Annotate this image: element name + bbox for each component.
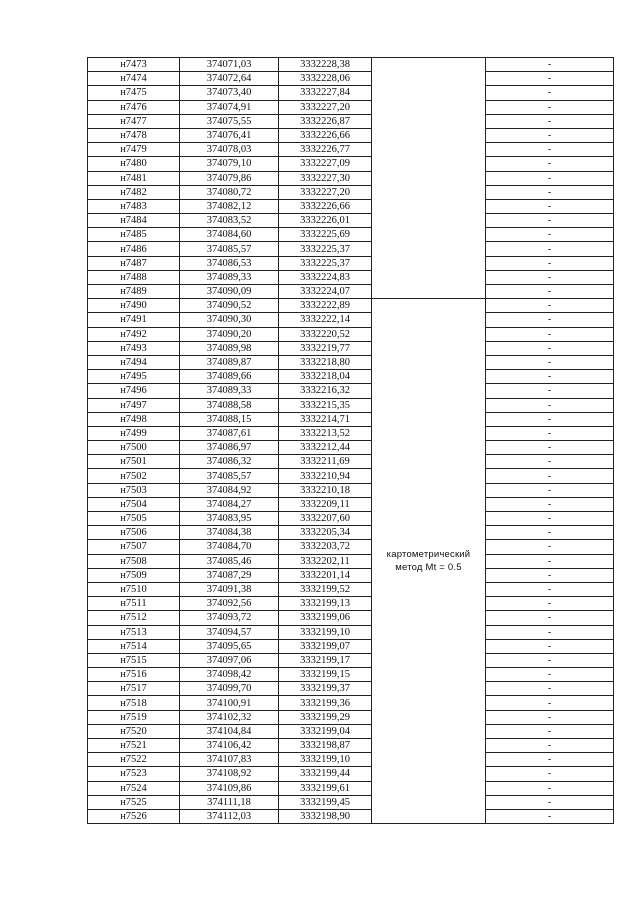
table-row bbox=[88, 441, 614, 455]
method-cell-empty bbox=[372, 58, 486, 299]
x-coordinate-cell: 374088,58 bbox=[180, 398, 279, 412]
point-id-cell: н7475 bbox=[88, 86, 180, 100]
table-row bbox=[88, 185, 614, 199]
x-coordinate-cell: 374090,52 bbox=[180, 299, 279, 313]
point-id-cell: н7511 bbox=[88, 597, 180, 611]
table-row bbox=[88, 143, 614, 157]
point-id-cell: н7506 bbox=[88, 526, 180, 540]
table-row bbox=[88, 114, 614, 128]
point-id-cell: н7477 bbox=[88, 114, 180, 128]
x-coordinate-cell: 374084,27 bbox=[180, 497, 279, 511]
accuracy-cell: - bbox=[486, 426, 614, 440]
accuracy-cell: - bbox=[486, 157, 614, 171]
point-id-cell: н7501 bbox=[88, 455, 180, 469]
x-coordinate-cell: 374083,95 bbox=[180, 512, 279, 526]
y-coordinate-cell: 3332228,06 bbox=[279, 72, 372, 86]
table-row bbox=[88, 625, 614, 639]
y-coordinate-cell: 3332199,13 bbox=[279, 597, 372, 611]
table-row bbox=[88, 299, 614, 313]
y-coordinate-cell: 3332199,15 bbox=[279, 668, 372, 682]
accuracy-cell: - bbox=[486, 270, 614, 284]
y-coordinate-cell: 3332226,87 bbox=[279, 114, 372, 128]
accuracy-cell: - bbox=[486, 710, 614, 724]
x-coordinate-cell: 374085,57 bbox=[180, 469, 279, 483]
accuracy-cell: - bbox=[486, 214, 614, 228]
accuracy-cell: - bbox=[486, 809, 614, 823]
y-coordinate-cell: 3332218,04 bbox=[279, 370, 372, 384]
point-id-cell: н7493 bbox=[88, 341, 180, 355]
accuracy-cell: - bbox=[486, 58, 614, 72]
x-coordinate-cell: 374089,87 bbox=[180, 355, 279, 369]
table-row bbox=[88, 242, 614, 256]
y-coordinate-cell: 3332225,69 bbox=[279, 228, 372, 242]
table-row bbox=[88, 582, 614, 596]
point-id-cell: н7513 bbox=[88, 625, 180, 639]
x-coordinate-cell: 374086,32 bbox=[180, 455, 279, 469]
accuracy-cell: - bbox=[486, 228, 614, 242]
accuracy-cell: - bbox=[486, 398, 614, 412]
y-coordinate-cell: 3332199,04 bbox=[279, 724, 372, 738]
table-row bbox=[88, 753, 614, 767]
coordinates-table-body bbox=[88, 58, 614, 824]
point-id-cell: н7478 bbox=[88, 128, 180, 142]
point-id-cell: н7498 bbox=[88, 412, 180, 426]
point-id-cell: н7507 bbox=[88, 540, 180, 554]
point-id-cell: н7494 bbox=[88, 355, 180, 369]
accuracy-cell: - bbox=[486, 568, 614, 582]
point-id-cell: н7495 bbox=[88, 370, 180, 384]
accuracy-cell: - bbox=[486, 639, 614, 653]
accuracy-cell: - bbox=[486, 753, 614, 767]
y-coordinate-cell: 3332207,60 bbox=[279, 512, 372, 526]
y-coordinate-cell: 3332199,10 bbox=[279, 625, 372, 639]
table-row bbox=[88, 781, 614, 795]
accuracy-cell: - bbox=[486, 114, 614, 128]
accuracy-cell: - bbox=[486, 455, 614, 469]
point-id-cell: н7500 bbox=[88, 441, 180, 455]
accuracy-cell: - bbox=[486, 256, 614, 270]
y-coordinate-cell: 3332227,20 bbox=[279, 185, 372, 199]
y-coordinate-cell: 3332199,29 bbox=[279, 710, 372, 724]
point-id-cell: н7484 bbox=[88, 214, 180, 228]
x-coordinate-cell: 374084,70 bbox=[180, 540, 279, 554]
table-row bbox=[88, 285, 614, 299]
y-coordinate-cell: 3332210,18 bbox=[279, 483, 372, 497]
point-id-cell: н7519 bbox=[88, 710, 180, 724]
point-id-cell: н7505 bbox=[88, 512, 180, 526]
x-coordinate-cell: 374084,38 bbox=[180, 526, 279, 540]
y-coordinate-cell: 3332205,34 bbox=[279, 526, 372, 540]
accuracy-cell: - bbox=[486, 100, 614, 114]
accuracy-cell: - bbox=[486, 341, 614, 355]
accuracy-cell: - bbox=[486, 171, 614, 185]
y-coordinate-cell: 3332227,30 bbox=[279, 171, 372, 185]
x-coordinate-cell: 374082,12 bbox=[180, 199, 279, 213]
point-id-cell: н7473 bbox=[88, 58, 180, 72]
table-row bbox=[88, 696, 614, 710]
accuracy-cell: - bbox=[486, 724, 614, 738]
table-row bbox=[88, 767, 614, 781]
point-id-cell: н7488 bbox=[88, 270, 180, 284]
y-coordinate-cell: 3332199,17 bbox=[279, 653, 372, 667]
point-id-cell: н7499 bbox=[88, 426, 180, 440]
accuracy-cell: - bbox=[486, 86, 614, 100]
table-row bbox=[88, 611, 614, 625]
point-id-cell: н7490 bbox=[88, 299, 180, 313]
accuracy-cell: - bbox=[486, 299, 614, 313]
x-coordinate-cell: 374098,42 bbox=[180, 668, 279, 682]
point-id-cell: н7525 bbox=[88, 795, 180, 809]
y-coordinate-cell: 3332226,66 bbox=[279, 128, 372, 142]
y-coordinate-cell: 3332199,44 bbox=[279, 767, 372, 781]
point-id-cell: н7481 bbox=[88, 171, 180, 185]
point-id-cell: н7485 bbox=[88, 228, 180, 242]
accuracy-cell: - bbox=[486, 313, 614, 327]
point-id-cell: н7497 bbox=[88, 398, 180, 412]
y-coordinate-cell: 3332228,38 bbox=[279, 58, 372, 72]
accuracy-cell: - bbox=[486, 526, 614, 540]
table-row bbox=[88, 455, 614, 469]
point-id-cell: н7487 bbox=[88, 256, 180, 270]
x-coordinate-cell: 374090,09 bbox=[180, 285, 279, 299]
x-coordinate-cell: 374084,92 bbox=[180, 483, 279, 497]
point-id-cell: н7517 bbox=[88, 682, 180, 696]
x-coordinate-cell: 374090,20 bbox=[180, 327, 279, 341]
x-coordinate-cell: 374107,83 bbox=[180, 753, 279, 767]
x-coordinate-cell: 374075,55 bbox=[180, 114, 279, 128]
y-coordinate-cell: 3332225,37 bbox=[279, 242, 372, 256]
accuracy-cell: - bbox=[486, 554, 614, 568]
y-coordinate-cell: 3332211,69 bbox=[279, 455, 372, 469]
accuracy-cell: - bbox=[486, 441, 614, 455]
point-id-cell: н7518 bbox=[88, 696, 180, 710]
y-coordinate-cell: 3332199,07 bbox=[279, 639, 372, 653]
table-row bbox=[88, 668, 614, 682]
accuracy-cell: - bbox=[486, 696, 614, 710]
table-row bbox=[88, 512, 614, 526]
x-coordinate-cell: 374076,41 bbox=[180, 128, 279, 142]
point-id-cell: н7502 bbox=[88, 469, 180, 483]
x-coordinate-cell: 374079,10 bbox=[180, 157, 279, 171]
accuracy-cell: - bbox=[486, 185, 614, 199]
point-id-cell: н7514 bbox=[88, 639, 180, 653]
y-coordinate-cell: 3332199,37 bbox=[279, 682, 372, 696]
x-coordinate-cell: 374090,30 bbox=[180, 313, 279, 327]
y-coordinate-cell: 3332199,06 bbox=[279, 611, 372, 625]
y-coordinate-cell: 3332210,94 bbox=[279, 469, 372, 483]
y-coordinate-cell: 3332226,77 bbox=[279, 143, 372, 157]
table-row bbox=[88, 724, 614, 738]
y-coordinate-cell: 3332199,61 bbox=[279, 781, 372, 795]
y-coordinate-cell: 3332225,37 bbox=[279, 256, 372, 270]
table-row bbox=[88, 341, 614, 355]
x-coordinate-cell: 374092,56 bbox=[180, 597, 279, 611]
point-id-cell: н7476 bbox=[88, 100, 180, 114]
table-row bbox=[88, 682, 614, 696]
point-id-cell: н7496 bbox=[88, 384, 180, 398]
table-row bbox=[88, 469, 614, 483]
y-coordinate-cell: 3332198,87 bbox=[279, 739, 372, 753]
x-coordinate-cell: 374079,86 bbox=[180, 171, 279, 185]
accuracy-cell: - bbox=[486, 625, 614, 639]
accuracy-cell: - bbox=[486, 412, 614, 426]
x-coordinate-cell: 374094,57 bbox=[180, 625, 279, 639]
accuracy-cell: - bbox=[486, 199, 614, 213]
y-coordinate-cell: 3332212,44 bbox=[279, 441, 372, 455]
x-coordinate-cell: 374071,03 bbox=[180, 58, 279, 72]
y-coordinate-cell: 3332218,80 bbox=[279, 355, 372, 369]
x-coordinate-cell: 374080,72 bbox=[180, 185, 279, 199]
y-coordinate-cell: 3332219,77 bbox=[279, 341, 372, 355]
point-id-cell: н7479 bbox=[88, 143, 180, 157]
coordinates-table bbox=[87, 57, 614, 824]
table-row bbox=[88, 86, 614, 100]
table-row bbox=[88, 256, 614, 270]
accuracy-cell: - bbox=[486, 384, 614, 398]
accuracy-cell: - bbox=[486, 682, 614, 696]
point-id-cell: н7491 bbox=[88, 313, 180, 327]
x-coordinate-cell: 374111,18 bbox=[180, 795, 279, 809]
accuracy-cell: - bbox=[486, 540, 614, 554]
y-coordinate-cell: 3332224,83 bbox=[279, 270, 372, 284]
y-coordinate-cell: 3332222,89 bbox=[279, 299, 372, 313]
x-coordinate-cell: 374091,38 bbox=[180, 582, 279, 596]
x-coordinate-cell: 374097,06 bbox=[180, 653, 279, 667]
accuracy-cell: - bbox=[486, 611, 614, 625]
x-coordinate-cell: 374072,64 bbox=[180, 72, 279, 86]
table-row bbox=[88, 199, 614, 213]
x-coordinate-cell: 374093,72 bbox=[180, 611, 279, 625]
point-id-cell: н7523 bbox=[88, 767, 180, 781]
point-id-cell: н7492 bbox=[88, 327, 180, 341]
table-row bbox=[88, 426, 614, 440]
table-row bbox=[88, 100, 614, 114]
x-coordinate-cell: 374100,91 bbox=[180, 696, 279, 710]
accuracy-cell: - bbox=[486, 767, 614, 781]
y-coordinate-cell: 3332199,10 bbox=[279, 753, 372, 767]
point-id-cell: н7503 bbox=[88, 483, 180, 497]
table-row bbox=[88, 597, 614, 611]
x-coordinate-cell: 374089,98 bbox=[180, 341, 279, 355]
y-coordinate-cell: 3332198,90 bbox=[279, 809, 372, 823]
y-coordinate-cell: 3332222,14 bbox=[279, 313, 372, 327]
point-id-cell: н7483 bbox=[88, 199, 180, 213]
x-coordinate-cell: 374088,15 bbox=[180, 412, 279, 426]
point-id-cell: н7520 bbox=[88, 724, 180, 738]
x-coordinate-cell: 374089,33 bbox=[180, 270, 279, 284]
accuracy-cell: - bbox=[486, 285, 614, 299]
table-row bbox=[88, 58, 614, 72]
x-coordinate-cell: 374089,66 bbox=[180, 370, 279, 384]
x-coordinate-cell: 374109,86 bbox=[180, 781, 279, 795]
point-id-cell: н7524 bbox=[88, 781, 180, 795]
y-coordinate-cell: 3332201,14 bbox=[279, 568, 372, 582]
point-id-cell: н7512 bbox=[88, 611, 180, 625]
point-id-cell: н7480 bbox=[88, 157, 180, 171]
y-coordinate-cell: 3332220,52 bbox=[279, 327, 372, 341]
y-coordinate-cell: 3332214,71 bbox=[279, 412, 372, 426]
table-row bbox=[88, 270, 614, 284]
x-coordinate-cell: 374102,32 bbox=[180, 710, 279, 724]
y-coordinate-cell: 3332226,66 bbox=[279, 199, 372, 213]
y-coordinate-cell: 3332227,09 bbox=[279, 157, 372, 171]
table-row bbox=[88, 327, 614, 341]
table-row bbox=[88, 313, 614, 327]
point-id-cell: н7526 bbox=[88, 809, 180, 823]
accuracy-cell: - bbox=[486, 242, 614, 256]
x-coordinate-cell: 374099,70 bbox=[180, 682, 279, 696]
y-coordinate-cell: 3332216,32 bbox=[279, 384, 372, 398]
x-coordinate-cell: 374106,42 bbox=[180, 739, 279, 753]
table-row bbox=[88, 483, 614, 497]
table-row bbox=[88, 739, 614, 753]
x-coordinate-cell: 374095,65 bbox=[180, 639, 279, 653]
table-row bbox=[88, 72, 614, 86]
accuracy-cell: - bbox=[486, 483, 614, 497]
table-row bbox=[88, 228, 614, 242]
point-id-cell: н7486 bbox=[88, 242, 180, 256]
y-coordinate-cell: 3332213,52 bbox=[279, 426, 372, 440]
x-coordinate-cell: 374086,53 bbox=[180, 256, 279, 270]
accuracy-cell: - bbox=[486, 72, 614, 86]
accuracy-cell: - bbox=[486, 469, 614, 483]
accuracy-cell: - bbox=[486, 355, 614, 369]
y-coordinate-cell: 3332227,20 bbox=[279, 100, 372, 114]
point-id-cell: н7489 bbox=[88, 285, 180, 299]
accuracy-cell: - bbox=[486, 795, 614, 809]
table-row bbox=[88, 370, 614, 384]
table-row bbox=[88, 398, 614, 412]
accuracy-cell: - bbox=[486, 143, 614, 157]
point-id-cell: н7516 bbox=[88, 668, 180, 682]
x-coordinate-cell: 374074,91 bbox=[180, 100, 279, 114]
accuracy-cell: - bbox=[486, 739, 614, 753]
accuracy-cell: - bbox=[486, 497, 614, 511]
y-coordinate-cell: 3332209,11 bbox=[279, 497, 372, 511]
accuracy-cell: - bbox=[486, 653, 614, 667]
x-coordinate-cell: 374087,29 bbox=[180, 568, 279, 582]
y-coordinate-cell: 3332215,35 bbox=[279, 398, 372, 412]
point-id-cell: н7508 bbox=[88, 554, 180, 568]
y-coordinate-cell: 3332199,52 bbox=[279, 582, 372, 596]
x-coordinate-cell: 374085,57 bbox=[180, 242, 279, 256]
y-coordinate-cell: 3332202,11 bbox=[279, 554, 372, 568]
y-coordinate-cell: 3332199,36 bbox=[279, 696, 372, 710]
y-coordinate-cell: 3332224,07 bbox=[279, 285, 372, 299]
point-id-cell: н7474 bbox=[88, 72, 180, 86]
x-coordinate-cell: 374084,60 bbox=[180, 228, 279, 242]
point-id-cell: н7510 bbox=[88, 582, 180, 596]
x-coordinate-cell: 374112,03 bbox=[180, 809, 279, 823]
x-coordinate-cell: 374108,92 bbox=[180, 767, 279, 781]
accuracy-cell: - bbox=[486, 512, 614, 526]
table-row bbox=[88, 653, 614, 667]
accuracy-cell: - bbox=[486, 668, 614, 682]
point-id-cell: н7521 bbox=[88, 739, 180, 753]
table-row bbox=[88, 355, 614, 369]
y-coordinate-cell: 3332227,84 bbox=[279, 86, 372, 100]
x-coordinate-cell: 374089,33 bbox=[180, 384, 279, 398]
x-coordinate-cell: 374104,84 bbox=[180, 724, 279, 738]
y-coordinate-cell: 3332199,45 bbox=[279, 795, 372, 809]
table-row bbox=[88, 128, 614, 142]
x-coordinate-cell: 374085,46 bbox=[180, 554, 279, 568]
accuracy-cell: - bbox=[486, 128, 614, 142]
table-row bbox=[88, 568, 614, 582]
table-row bbox=[88, 157, 614, 171]
x-coordinate-cell: 374087,61 bbox=[180, 426, 279, 440]
point-id-cell: н7504 bbox=[88, 497, 180, 511]
x-coordinate-cell: 374083,52 bbox=[180, 214, 279, 228]
table-row bbox=[88, 384, 614, 398]
table-row bbox=[88, 214, 614, 228]
table-row bbox=[88, 526, 614, 540]
accuracy-cell: - bbox=[486, 781, 614, 795]
table-row bbox=[88, 554, 614, 568]
accuracy-cell: - bbox=[486, 370, 614, 384]
table-row bbox=[88, 171, 614, 185]
point-id-cell: н7515 bbox=[88, 653, 180, 667]
table-row bbox=[88, 710, 614, 724]
accuracy-cell: - bbox=[486, 582, 614, 596]
y-coordinate-cell: 3332203,72 bbox=[279, 540, 372, 554]
table-row bbox=[88, 639, 614, 653]
accuracy-cell: - bbox=[486, 327, 614, 341]
point-id-cell: н7482 bbox=[88, 185, 180, 199]
method-cell: картометрический метод Mt = 0.5 bbox=[372, 299, 486, 824]
table-row bbox=[88, 540, 614, 554]
y-coordinate-cell: 3332226,01 bbox=[279, 214, 372, 228]
table-row bbox=[88, 795, 614, 809]
table-row bbox=[88, 497, 614, 511]
accuracy-cell: - bbox=[486, 597, 614, 611]
point-id-cell: н7522 bbox=[88, 753, 180, 767]
x-coordinate-cell: 374078,03 bbox=[180, 143, 279, 157]
x-coordinate-cell: 374086,97 bbox=[180, 441, 279, 455]
table-row bbox=[88, 809, 614, 823]
point-id-cell: н7509 bbox=[88, 568, 180, 582]
x-coordinate-cell: 374073,40 bbox=[180, 86, 279, 100]
table-row bbox=[88, 412, 614, 426]
